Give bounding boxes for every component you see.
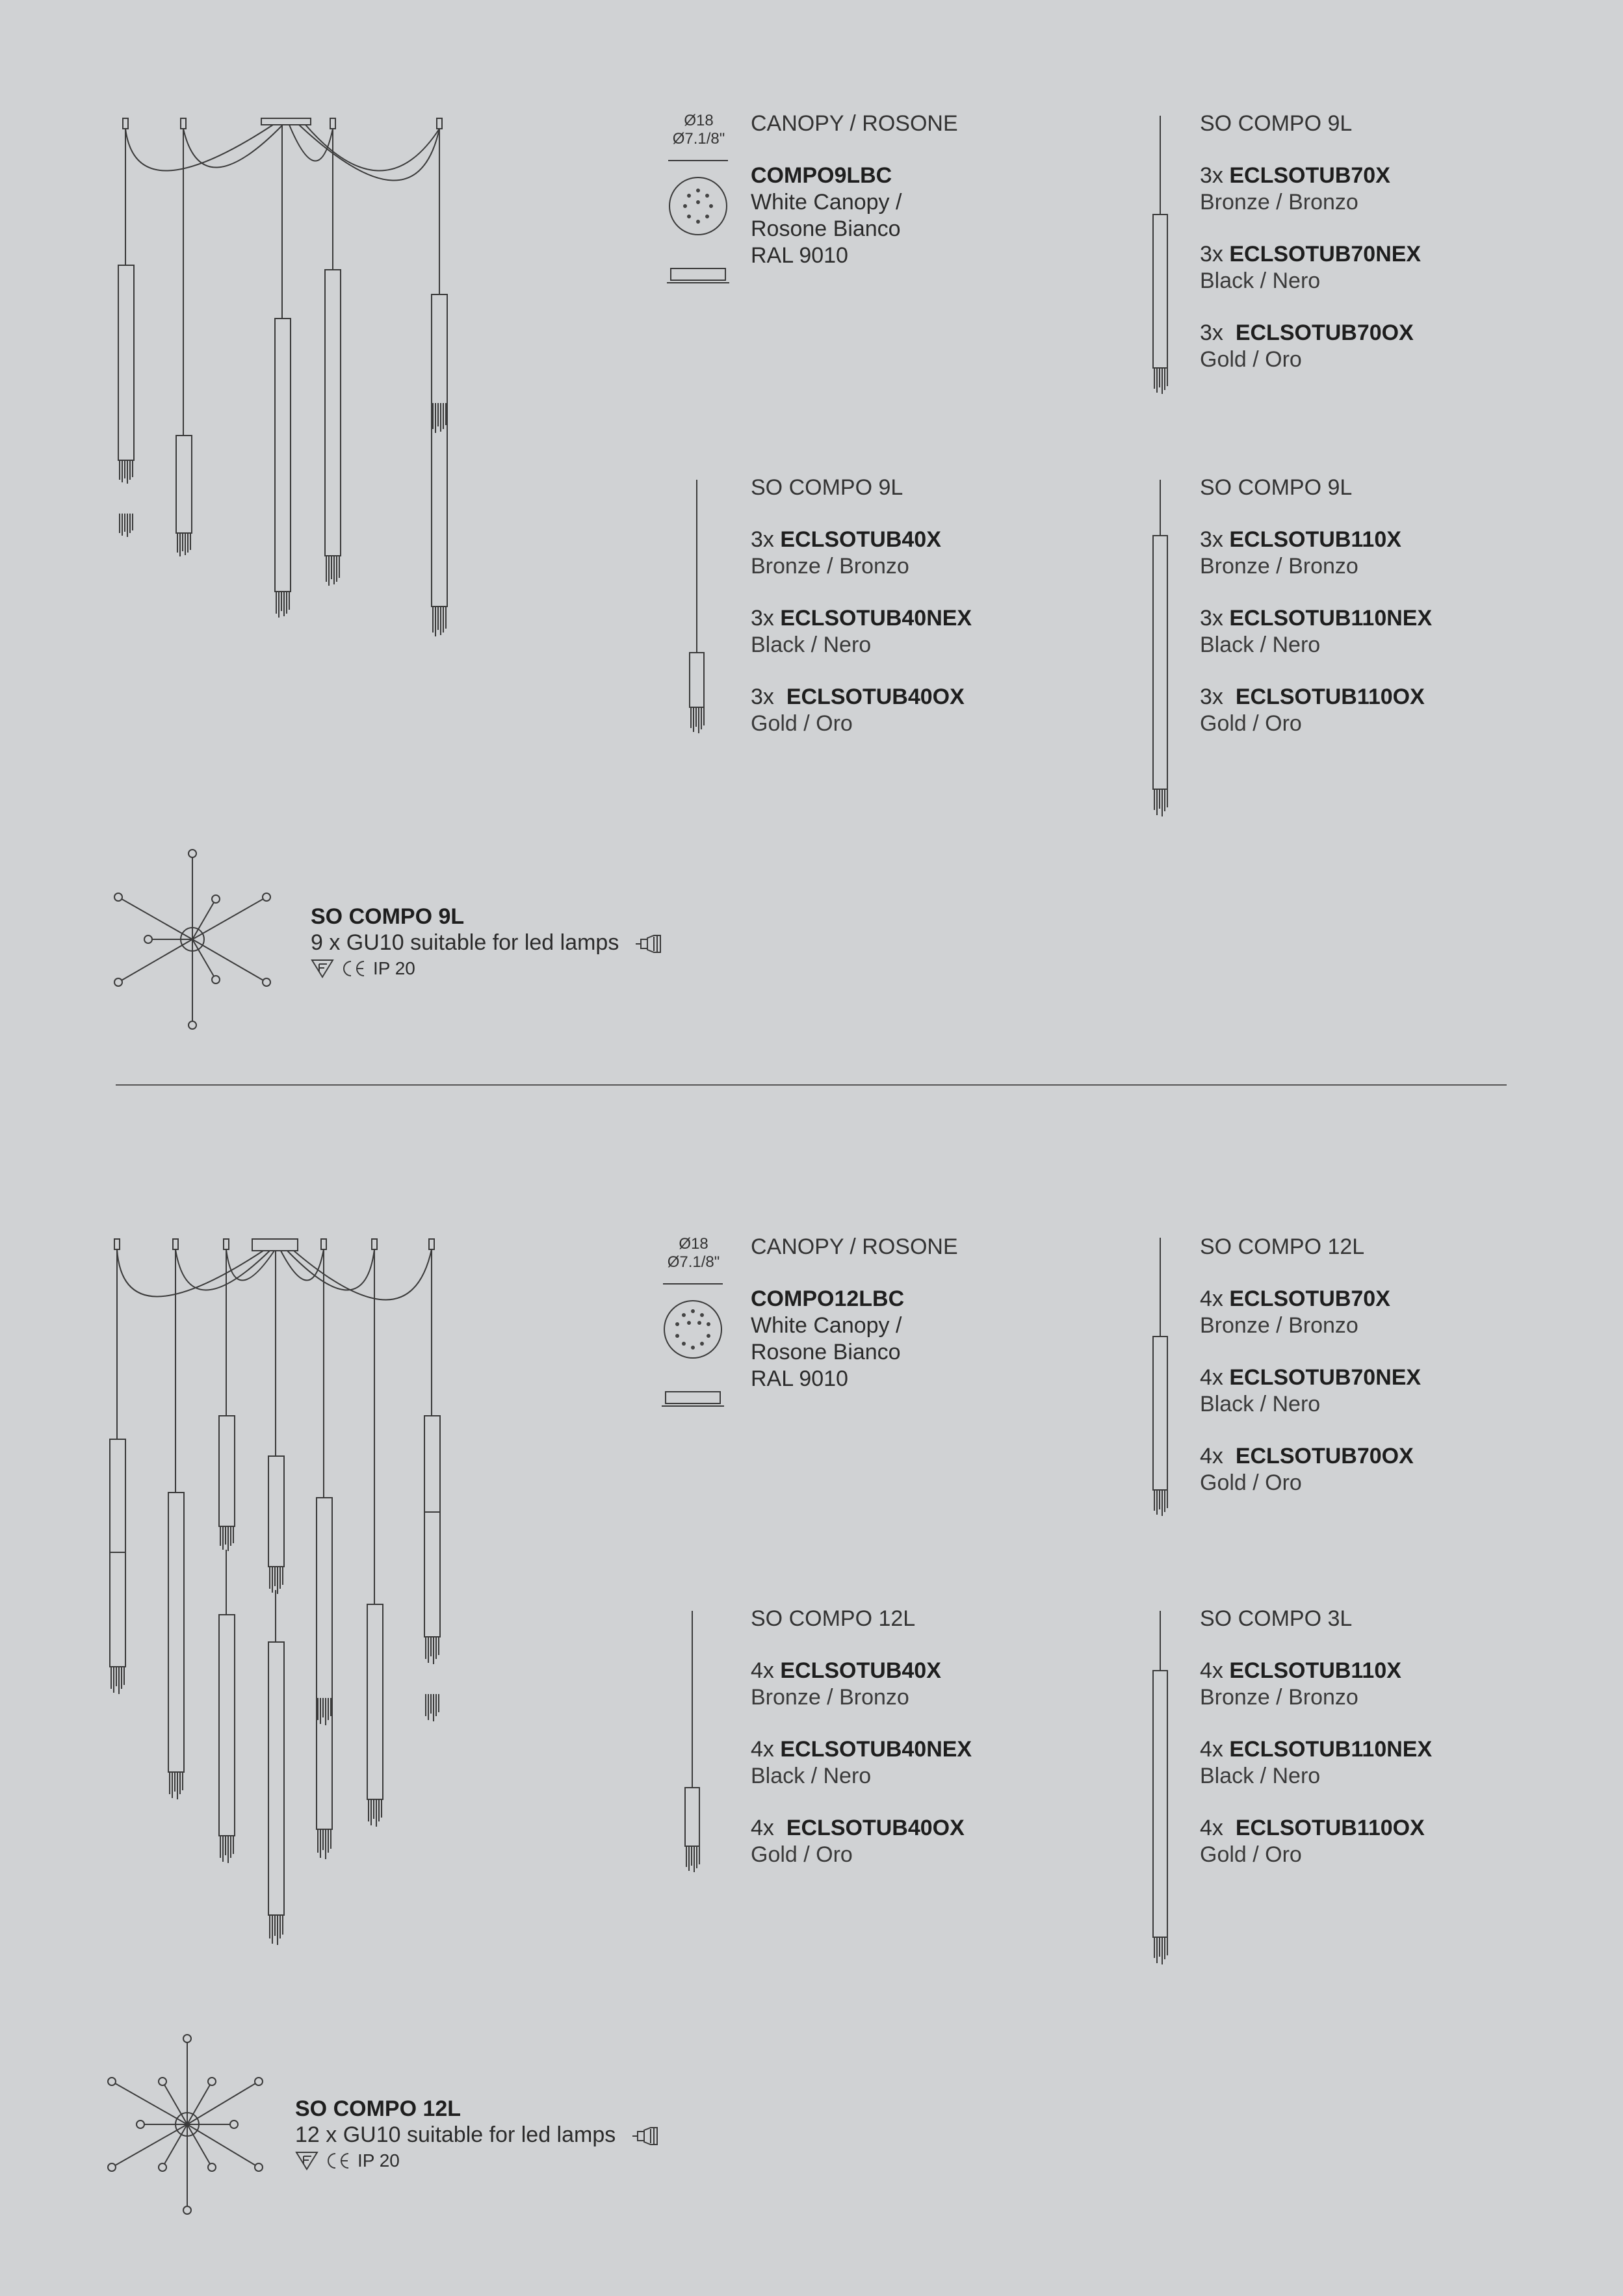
canopy-heading: CANOPY / ROSONE (751, 111, 958, 136)
canopy-plan-icon (660, 1283, 725, 1413)
f-mark-icon (295, 2151, 318, 2171)
pendant-lamp-drawing-icon (104, 1239, 455, 1954)
tube-pendant-icon (1150, 1238, 1170, 1524)
item-finish: Bronze / Bronzo (751, 554, 909, 579)
item-finish: Black / Nero (751, 633, 872, 657)
item-finish: Gold / Oro (1200, 711, 1302, 736)
spec-desc (295, 2122, 763, 2148)
group-heading: SO COMPO 3L (1200, 1606, 1353, 1631)
canopy-code: COMPO9LBC (751, 163, 892, 188)
item-finish: Gold / Oro (751, 1842, 853, 1867)
led-bulb-icon (634, 934, 664, 954)
canopy-desc-1: White Canopy / (751, 190, 902, 215)
component-group-40 (751, 1606, 1089, 1894)
item-qty: 3x (1200, 685, 1223, 709)
component-item (1200, 1443, 1538, 1496)
group-heading: SO COMPO 12L (751, 1606, 916, 1631)
component-item (1200, 320, 1538, 373)
canopy-heading: CANOPY / ROSONE (751, 1234, 958, 1259)
canopy-desc-2: Rosone Bianco (751, 216, 901, 241)
canopy-desc-2: Rosone Bianco (751, 1340, 901, 1364)
component-item (1200, 163, 1538, 216)
ip-rating: IP 20 (357, 2150, 400, 2171)
item-code: ECLSOTUB110OX (1235, 1816, 1425, 1840)
item-code: ECLSOTUB110NEX (1229, 606, 1433, 631)
top-view-star-icon (110, 848, 279, 1030)
component-item (1200, 241, 1538, 294)
item-finish: Gold / Oro (1200, 1842, 1302, 1867)
item-finish: Bronze / Bronzo (1200, 190, 1358, 215)
canopy-desc-3: RAL 9010 (751, 243, 848, 268)
item-finish: Bronze / Bronzo (1200, 1313, 1358, 1338)
pendant-lamp-drawing-icon (110, 111, 461, 761)
item-qty: 4x (1200, 1737, 1223, 1762)
tube-pendant-icon (1150, 480, 1170, 824)
group-heading: SO COMPO 12L (1200, 1234, 1365, 1259)
f-mark-icon (311, 959, 334, 978)
component-item (751, 605, 1089, 659)
canopy-code: COMPO12LBC (751, 1286, 905, 1311)
item-finish: Black / Nero (751, 1764, 872, 1788)
canopy-dim-mm: Ø18 (684, 112, 714, 129)
item-qty: 3x (1200, 320, 1223, 345)
item-qty: 4x (1200, 1286, 1223, 1311)
component-item (751, 527, 1089, 580)
item-finish: Gold / Oro (1200, 1470, 1302, 1495)
item-qty: 3x (1200, 163, 1223, 188)
item-finish: Black / Nero (1200, 1392, 1321, 1416)
canopy-dim-in: Ø7.1/8" (667, 1253, 720, 1271)
spec-title: SO COMPO 12L (295, 2096, 461, 2121)
item-finish: Gold / Oro (1200, 347, 1302, 372)
component-item (1200, 1736, 1538, 1790)
tube-pendant-icon (1150, 1611, 1170, 1975)
spec-desc (311, 930, 766, 956)
item-qty: 4x (1200, 1816, 1223, 1840)
item-finish: Bronze / Bronzo (1200, 1685, 1358, 1710)
item-code: ECLSOTUB70X (1229, 1286, 1390, 1311)
canopy-dimension (658, 1235, 729, 1272)
canopy-block (751, 1234, 1011, 1392)
canopy-desc-1: White Canopy / (751, 1313, 902, 1338)
item-qty: 4x (1200, 1444, 1223, 1468)
item-finish: Bronze / Bronzo (751, 1685, 909, 1710)
cert-row (311, 956, 766, 982)
item-code: ECLSOTUB40OX (786, 685, 965, 709)
cert-row (295, 2148, 763, 2174)
item-finish: Gold / Oro (751, 711, 853, 736)
canopy-dimension (663, 112, 734, 148)
group-heading: SO COMPO 9L (1200, 111, 1353, 136)
top-view-star-icon (104, 2035, 273, 2217)
item-code: ECLSOTUB110NEX (1229, 1737, 1433, 1762)
ip-rating: IP 20 (373, 958, 415, 978)
component-group-70 (1200, 111, 1538, 398)
item-code: ECLSOTUB70NEX (1229, 242, 1422, 267)
item-qty: 4x (751, 1658, 774, 1683)
component-item (1200, 527, 1538, 580)
component-group-110 (1200, 475, 1538, 763)
item-code: ECLSOTUB70NEX (1229, 1365, 1422, 1390)
component-group-40 (751, 475, 1089, 763)
section-divider (116, 1084, 1507, 1086)
item-code: ECLSOTUB40NEX (780, 1737, 972, 1762)
item-code: ECLSOTUB70OX (1235, 320, 1414, 345)
item-qty: 4x (1200, 1658, 1223, 1683)
product-section-9l (0, 0, 1623, 1086)
item-qty: 3x (751, 527, 774, 552)
canopy-block (751, 111, 1011, 269)
spec-block (311, 904, 766, 982)
spec-desc-text: 9 x GU10 suitable for led lamps (311, 930, 619, 955)
item-code: ECLSOTUB40X (780, 1658, 941, 1683)
group-heading: SO COMPO 9L (751, 475, 903, 500)
item-code: ECLSOTUB70X (1229, 163, 1390, 188)
component-item (751, 684, 1089, 737)
item-finish: Black / Nero (1200, 268, 1321, 293)
canopy-dim-mm: Ø18 (679, 1235, 708, 1253)
component-item (751, 1736, 1089, 1790)
item-finish: Bronze / Bronzo (1200, 554, 1358, 579)
spec-desc-text: 12 x GU10 suitable for led lamps (295, 2122, 616, 2147)
item-qty: 4x (751, 1737, 774, 1762)
component-item (1200, 684, 1538, 737)
item-code: ECLSOTUB40OX (786, 1816, 965, 1840)
tube-pendant-icon (687, 480, 707, 766)
item-qty: 3x (1200, 527, 1223, 552)
tube-pendant-icon (1150, 116, 1170, 402)
component-item (751, 1658, 1089, 1711)
canopy-desc-3: RAL 9010 (751, 1366, 848, 1391)
spec-title: SO COMPO 9L (311, 904, 465, 929)
item-qty: 3x (751, 606, 774, 631)
component-item (1200, 1815, 1538, 1868)
spec-block (295, 2096, 763, 2174)
item-qty: 3x (1200, 606, 1223, 631)
component-item (751, 1815, 1089, 1868)
item-code: ECLSOTUB40X (780, 527, 941, 552)
item-code: ECLSOTUB70OX (1235, 1444, 1414, 1468)
item-code: ECLSOTUB110X (1229, 527, 1401, 552)
component-item (1200, 1658, 1538, 1711)
canopy-dim-in: Ø7.1/8" (672, 130, 725, 148)
canopy-plan-icon (666, 159, 731, 289)
item-finish: Black / Nero (1200, 1764, 1321, 1788)
component-item (1200, 1364, 1538, 1418)
item-code: ECLSOTUB110X (1229, 1658, 1401, 1683)
tube-pendant-icon (682, 1611, 702, 1903)
item-code: ECLSOTUB110OX (1235, 685, 1425, 709)
component-item (1200, 605, 1538, 659)
ce-mark-icon (325, 2151, 351, 2171)
item-qty: 3x (751, 685, 774, 709)
ce-mark-icon (341, 959, 367, 978)
item-finish: Black / Nero (1200, 633, 1321, 657)
led-bulb-icon (631, 2126, 661, 2146)
item-code: ECLSOTUB40NEX (780, 606, 972, 631)
component-group-70 (1200, 1234, 1538, 1522)
product-section-12l (0, 1123, 1623, 2296)
component-group-110 (1200, 1606, 1538, 1894)
item-qty: 4x (751, 1816, 774, 1840)
group-heading: SO COMPO 9L (1200, 475, 1353, 500)
item-qty: 4x (1200, 1365, 1223, 1390)
item-qty: 3x (1200, 242, 1223, 267)
component-item (1200, 1286, 1538, 1339)
